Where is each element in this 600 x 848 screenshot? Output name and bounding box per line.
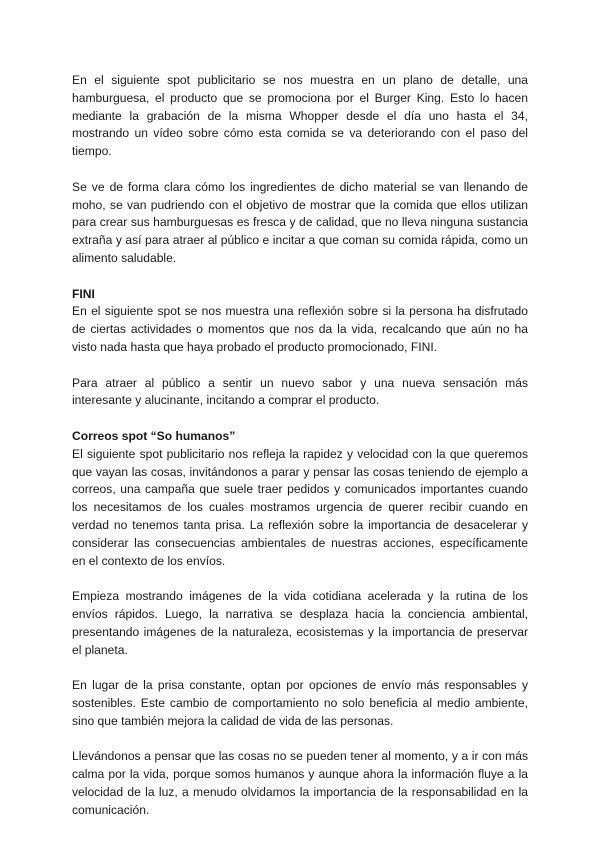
paragraph-fini-2: Para atraer al público a sentir un nuevo sabor y una nueva sensación más interesante y alucinante, incitando a comprar el producto. xyxy=(72,375,528,408)
paragraph-fini-1: En el siguiente spot se nos muestra una reflexión sobre si la persona ha disfrutado de ciertas actividades o momentos que nos da la vida, recalcando que aún no ha visto nada hasta que haya probado el producto promocionado, FINI. xyxy=(72,304,528,354)
paragraph-correos-3: En lugar de la prisa constante, optan por opciones de envío más responsables y sostenibles. Este cambio de comportamiento no solo beneficia al medio ambiente, sino que también mejora la calidad de vida de las personas. xyxy=(72,678,528,728)
paragraph-burger-king-1: En el siguiente spot publicitario se nos muestra en un plano de detalle, una hamburguesa, el producto que se promociona por el Burger King. Esto lo hacen mediante la grabación de la misma Whopper desde el día uno hasta el 34, mostrando un vídeo sobre cómo esta comida se va deteriorando con el paso del tiempo. xyxy=(72,73,528,159)
paragraph-correos-2: Empieza mostrando imágenes de la vida cotidiana acelerada y la rutina de los envíos rápidos. Luego, la narrativa se desplaza hacia la conciencia ambiental, presentando imágenes de la naturaleza, ecosistemas y la importancia de preservar el planeta. xyxy=(72,589,528,657)
paragraph-burger-king-2: Se ve de forma clara cómo los ingredientes de dicho material se van llenando de moho, se van pudriendo con el objetivo de mostrar que la comida que ellos utilizan para crear sus hamburguesas es fresca y de calidad, que no lleva ninguna sustancia extraña y así para atraer al público e incitar a que coman su comida rápida, como un alimento saludable. xyxy=(72,179,528,265)
heading-fini: FINI xyxy=(72,286,95,301)
paragraph-correos-4: Llevándonos a pensar que las cosas no se pueden tener al momento, y a ir con más calma por la vida, porque somos humanos y aunque ahora la información fluye a la velocidad de la luz, a menudo olvidamos la importancia de la responsabilidad en la comunicación. xyxy=(72,749,528,817)
paragraph-correos-1: El siguiente spot publicitario nos refleja la rapidez y velocidad con la que queremos que vayan las cosas, invitándonos a parar y pensar las cosas teniendo de ejemplo a correos, una campaña que suele traer pedidos y comunicados importantes cuando los necesitamos de los cuales mostramos urgencia de querer recibir cuando en verdad no tenemos tanta prisa. La reflexión sobre la importancia de desacelerar y considerar las consecuencias ambientales de nuestras acciones, específicamente en el contexto de los envíos. xyxy=(72,446,528,568)
heading-correos: Correos spot “So humanos” xyxy=(72,428,236,443)
document-page xyxy=(72,72,528,837)
